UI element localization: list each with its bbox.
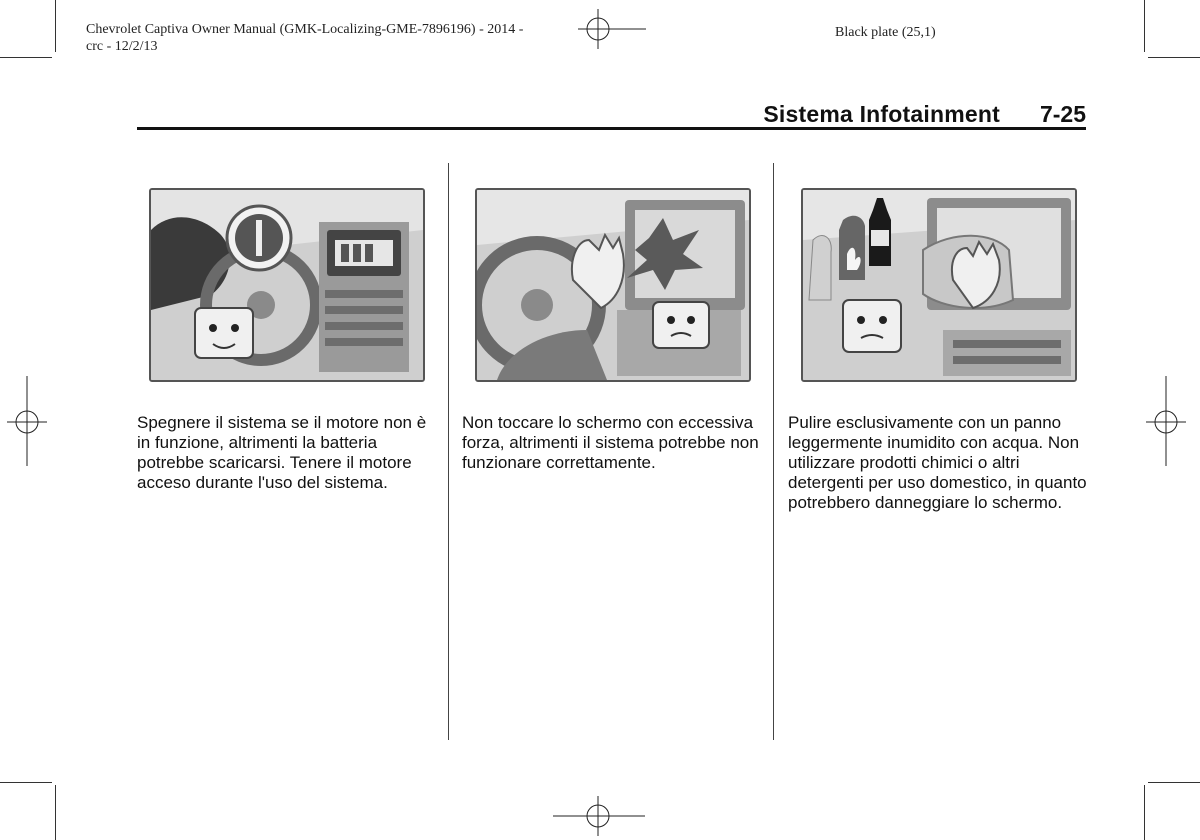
plate-number: Black plate (25,1) (835, 25, 936, 40)
plate-date: crc - 12/2/13 (86, 39, 158, 54)
clean-screen-illustration (801, 188, 1077, 382)
header-rule (137, 127, 1086, 130)
column-divider-1 (448, 163, 449, 740)
press-screen-illustration (475, 188, 751, 382)
registration-line-top (600, 28, 646, 30)
registration-line-left (26, 376, 28, 466)
registration-line-bottom (553, 815, 645, 817)
paragraph-screen-pressure: Non toccare lo schermo con eccessiva forza, altrimenti il sistema potrebbe non funzionare correttamente. (462, 413, 759, 472)
paragraph-screen-cleaning: Pulire esclusivamente con un panno leggermente inumidito con acqua. Non utilizzare prodotti chimici o altri detergenti per uso domestico, in quanto potrebbero danneggiare lo schermo. (788, 413, 1087, 512)
paragraph-battery-warning: Spegnere il sistema se il motore non è in funzione, altrimenti la batteria potrebbe scaricarsi. Tenere il motore acceso durante l'uso del sistema. (137, 413, 427, 492)
plate-title: Chevrolet Captiva Owner Manual (GMK-Localizing-GME-7896196) - 2014 - (86, 22, 524, 37)
column-divider-2 (773, 163, 774, 740)
page-number: 7-25 (1039, 101, 1086, 127)
section-title: Sistema Infotainment (763, 101, 1000, 127)
battery-warning-illustration (149, 188, 425, 382)
registration-line-right (1165, 376, 1167, 466)
